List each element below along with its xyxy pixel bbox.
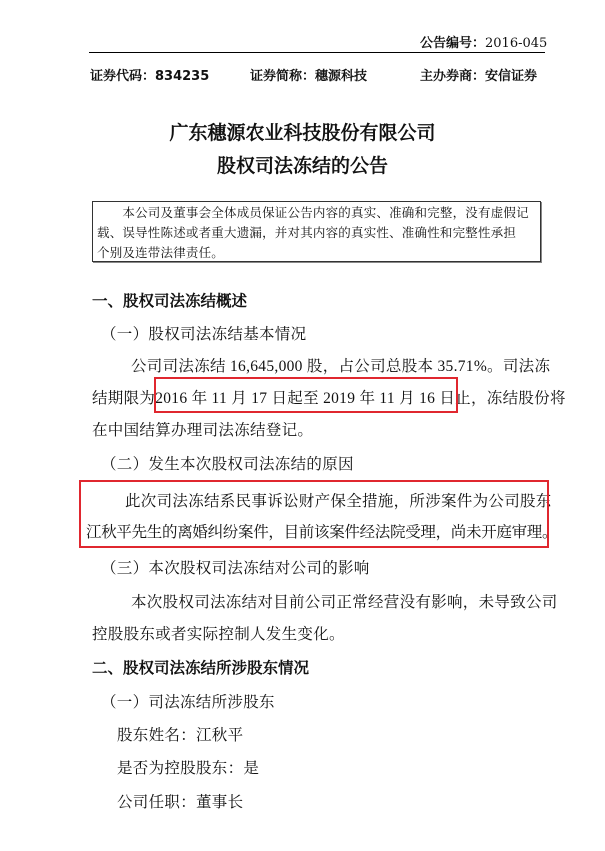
announcement-number-label: 公告编号： [420,36,486,51]
section2-sub1: （一）司法冻结所涉股东 [101,694,275,711]
shareholder-position: 公司任职：董事长 [117,794,244,811]
section2-heading: 二、股权司法冻结所涉股东情况 [92,659,310,677]
controlling-shareholder: 是否为控股股东：是 [117,760,260,777]
header-divider [89,52,545,53]
paragraph-text: 控股股东或者实际控制人发生变化。 [92,626,345,643]
text-span: 结期限为 [92,390,156,407]
section1-sub1: （一）股权司法冻结基本情况 [101,326,307,343]
document-title: 股权司法冻结的公告 [216,155,388,177]
text-span: ，冻结股份将 [470,390,566,407]
section1-sub2: （二）发生本次股权司法冻结的原因 [101,456,354,473]
document-title-company: 广东穗源农业科技股份有限公司 [169,122,436,144]
paragraph-text: 在中国结算办理司法冻结登记。 [92,422,314,439]
announcement-number-value: 2016-045 [485,36,548,51]
disclaimer-line: 本公司及董事会全体成员保证公告内容的真实、准确和完整，没有虚假记 [97,205,529,220]
highlight-box-cause [79,480,549,548]
highlight-box-freeze-period [154,377,458,413]
paragraph-text: 本次股权司法冻结对目前公司正常经营没有影响，未导致公司 [131,594,558,611]
paragraph-text: 此次司法冻结系民事诉讼财产保全措施，所涉案件为公司股东 [125,493,552,510]
disclaimer-line: 个别及连带法律责任。 [97,245,225,260]
disclaimer-line: 载、误导性陈述或者重大遗漏，并对其内容的真实性、准确性和完整性承担 [97,225,517,240]
sponsor-broker: 主办券商：安信证券 [420,69,538,84]
stock-short-name: 证券简称：穗源科技 [250,69,368,84]
disclaimer-box [92,201,541,262]
paragraph-text: 江秋平先生的离婚纠纷案件，目前该案件经法院受理，尚未开庭审理。 [86,524,558,541]
section1-heading: 一、股权司法冻结概述 [92,292,248,310]
freeze-period: 2016 年 11 月 17 日起至 2019 年 11 月 16 日止 [155,390,471,407]
shareholder-name: 股东姓名：江秋平 [117,727,244,744]
section1-sub3: （三）本次股权司法冻结对公司的影响 [101,560,370,577]
announcement-number [420,32,547,51]
stock-code: 证券代码：834235 [90,69,210,84]
paragraph-text: 公司司法冻结 16,645,000 股，占公司总股本 35.71%。司法冻 [131,358,551,375]
